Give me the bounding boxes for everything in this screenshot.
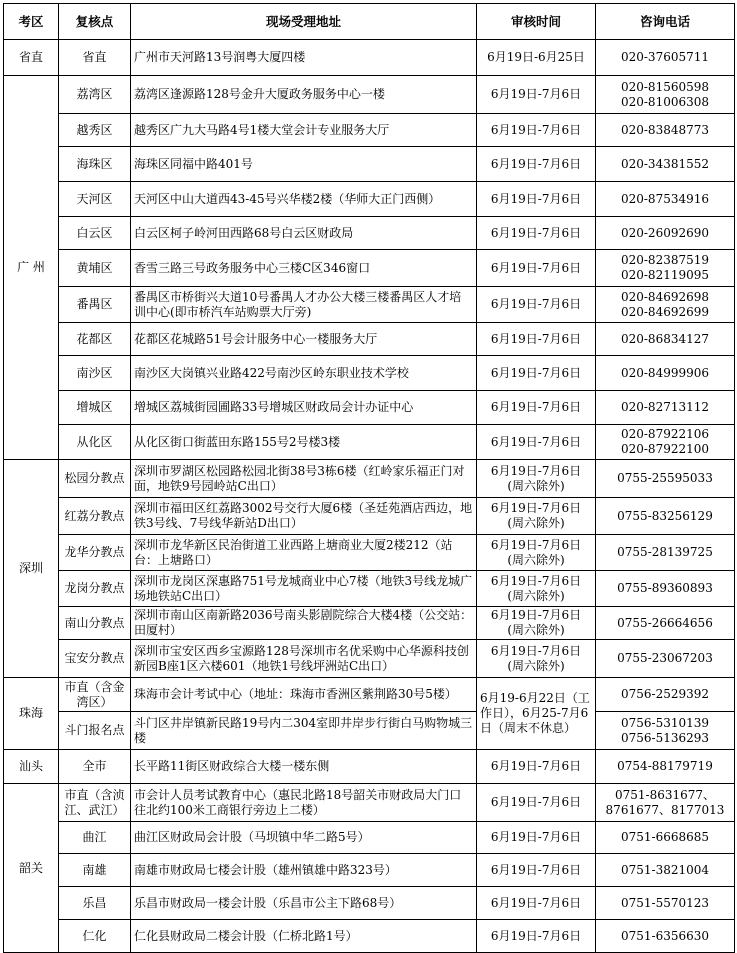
- address-cell: 斗门区井岸镇新民路19号内二304室即井岸步行街白马购物城三楼: [131, 712, 477, 750]
- address-cell: 香雪三路三号政务服务中心三楼C区346窗口: [131, 250, 477, 287]
- table-row: [4, 920, 735, 953]
- phone-cell: 0755-28139725: [596, 535, 735, 571]
- phone-cell: 020-81560598 020-81006308: [596, 76, 735, 114]
- review-point-cell: 海珠区: [59, 147, 131, 182]
- review-point-cell: 南山分教点: [59, 607, 131, 640]
- address-cell: 南沙区大岗镇兴业路422号南沙区岭东职业技术学校: [131, 356, 477, 391]
- address-cell: 深圳市宝安区西乡宝源路128号深圳市名优采购中心华源科技创新园B座1区六楼601（地铁1号线坪洲站C出口）: [131, 640, 477, 678]
- address-cell: 市会计人员考试教育中心（惠民北路18号韶关市财政局大门口往北约100米工商银行旁边上二楼）: [131, 784, 477, 822]
- phone-cell: 020-26092690: [596, 217, 735, 250]
- table-row: [4, 822, 735, 854]
- review-time-cell: 6月19日-7月6日: [477, 217, 596, 250]
- address-cell: 天河区中山大道西43-45号兴华楼2楼（华师大正门西侧）: [131, 182, 477, 217]
- table-row: [4, 147, 735, 182]
- review-point-cell: 仁化: [59, 920, 131, 953]
- phone-cell: 020-82713112: [596, 391, 735, 425]
- address-cell: 增城区荔城街园圃路33号增城区财政局会计办证中心: [131, 391, 477, 425]
- table-row: [4, 498, 735, 535]
- review-time-cell: 6月19日-7月6日: [477, 287, 596, 323]
- review-point-cell: 增城区: [59, 391, 131, 425]
- phone-cell: 0756-2529392: [596, 678, 735, 712]
- table-row: [4, 750, 735, 784]
- region-cell: 省直: [4, 40, 59, 76]
- review-time-cell: 6月19日-7月6日: [477, 356, 596, 391]
- table-row: [4, 640, 735, 678]
- phone-cell: 020-84999906: [596, 356, 735, 391]
- review-point-cell: 红荔分教点: [59, 498, 131, 535]
- phone-cell: 0755-26664656: [596, 607, 735, 640]
- review-point-cell: 南沙区: [59, 356, 131, 391]
- table-row: [4, 887, 735, 920]
- review-point-cell: 省直: [59, 40, 131, 76]
- table-row: [4, 182, 735, 217]
- review-time-cell: 6月19日-7月6日: [477, 854, 596, 887]
- review-time-cell: 6月19日-7月6日: [477, 391, 596, 425]
- review-point-cell: 宝安分教点: [59, 640, 131, 678]
- table-row: [4, 76, 735, 114]
- address-cell: 越秀区广九大马路4号1楼大堂会计专业服务大厅: [131, 114, 477, 147]
- header-phone: 咨询电话: [596, 4, 735, 40]
- table-row: [4, 607, 735, 640]
- region-cell: 韶关: [4, 784, 59, 953]
- header-row: [4, 4, 735, 40]
- review-point-cell: 龙岗分教点: [59, 571, 131, 607]
- review-point-cell: 全市: [59, 750, 131, 784]
- review-time-cell: 6月19日-7月6日 (周六除外): [477, 571, 596, 607]
- address-cell: 广州市天河路13号润粤大厦四楼: [131, 40, 477, 76]
- review-point-cell: 白云区: [59, 217, 131, 250]
- address-cell: 深圳市龙华新区民治街道工业西路上塘商业大厦2楼212（站台：上塘路口）: [131, 535, 477, 571]
- address-cell: 从化区街口街蓝田东路155号2号楼3楼: [131, 425, 477, 460]
- review-time-cell: 6月19日-7月6日: [477, 182, 596, 217]
- review-time-cell: 6月19日-7月6日: [477, 323, 596, 356]
- phone-cell: 0755-89360893: [596, 571, 735, 607]
- review-point-cell: 越秀区: [59, 114, 131, 147]
- review-point-cell: 斗门报名点: [59, 712, 131, 750]
- table-row: [4, 391, 735, 425]
- address-cell: 南雄市财政局七楼会计股（雄州镇雄中路323号）: [131, 854, 477, 887]
- table-row: [4, 460, 735, 498]
- review-time-cell: 6月19日-7月6日 (周六除外): [477, 535, 596, 571]
- review-point-cell: 南雄: [59, 854, 131, 887]
- header-point: 复核点: [59, 4, 131, 40]
- address-cell: 长平路11街区财政综合大楼一楼东侧: [131, 750, 477, 784]
- review-time-cell: 6月19日-7月6日 (周六除外): [477, 498, 596, 535]
- review-time-cell: 6月19日-7月6日: [477, 147, 596, 182]
- address-cell: 海珠区同福中路401号: [131, 147, 477, 182]
- review-time-cell: 6月19日-7月6日: [477, 920, 596, 953]
- table-row: [4, 114, 735, 147]
- address-cell: 深圳市福田区红荔路3002号交行大厦6楼（圣廷苑酒店西边，地铁3号线、7号线华新站D出口）: [131, 498, 477, 535]
- address-cell: 乐昌市财政局一楼会计股（乐昌市公主下路68号）: [131, 887, 477, 920]
- phone-cell: 020-84692698 020-84692699: [596, 287, 735, 323]
- table-body: [4, 4, 735, 953]
- review-points-table: [3, 3, 735, 953]
- table-row: [4, 425, 735, 460]
- table-row: [4, 535, 735, 571]
- address-cell: 深圳市罗湖区松园路松园北街38号3栋6楼（红岭家乐福正门对面，地铁9号园岭站C出口）: [131, 460, 477, 498]
- phone-cell: 0756-5310139 0756-5136293: [596, 712, 735, 750]
- region-cell: 广 州: [4, 76, 59, 460]
- table-row: [4, 571, 735, 607]
- phone-cell: 0754-88179719: [596, 750, 735, 784]
- phone-cell: 0751-6356630: [596, 920, 735, 953]
- review-time-cell: 6月19日-7月6日: [477, 887, 596, 920]
- phone-cell: 020-87922106 020-87922100: [596, 425, 735, 460]
- table-row: [4, 784, 735, 822]
- review-time-cell: 6月19日-7月6日: [477, 750, 596, 784]
- review-point-cell: 市直（含金湾区）: [59, 678, 131, 712]
- table-row: [4, 854, 735, 887]
- region-cell: 深圳: [4, 460, 59, 678]
- phone-cell: 0751-6668685: [596, 822, 735, 854]
- table-row: [4, 712, 735, 750]
- phone-cell: 020-86834127: [596, 323, 735, 356]
- table-row: [4, 356, 735, 391]
- review-point-cell: 龙华分教点: [59, 535, 131, 571]
- phone-cell: 020-87534916: [596, 182, 735, 217]
- review-time-cell: 6月19日-7月6日: [477, 822, 596, 854]
- header-region: 考区: [4, 4, 59, 40]
- header-time: 审核时间: [477, 4, 596, 40]
- address-cell: 深圳市龙岗区深惠路751号龙城商业中心7楼（地铁3号线龙城广场地铁站C出口）: [131, 571, 477, 607]
- address-cell: 仁化县财政局二楼会计股（仁桥北路1号）: [131, 920, 477, 953]
- phone-cell: 0751-3821004: [596, 854, 735, 887]
- review-point-cell: 天河区: [59, 182, 131, 217]
- table-row: [4, 40, 735, 76]
- review-point-cell: 曲江: [59, 822, 131, 854]
- phone-cell: 0755-25595033: [596, 460, 735, 498]
- review-point-cell: 松园分教点: [59, 460, 131, 498]
- address-cell: 花都区花城路51号会计服务中心一楼服务大厅: [131, 323, 477, 356]
- table-row: [4, 217, 735, 250]
- review-time-cell: 6月19日-7月6日: [477, 425, 596, 460]
- phone-cell: 020-34381552: [596, 147, 735, 182]
- address-cell: 白云区柯子岭河田西路68号白云区财政局: [131, 217, 477, 250]
- review-time-cell: 6月19日-7月6日 (周六除外): [477, 640, 596, 678]
- table-row: [4, 287, 735, 323]
- phone-cell: 0755-83256129: [596, 498, 735, 535]
- phone-cell: 020-82387519 020-82119095: [596, 250, 735, 287]
- address-cell: 荔湾区逢源路128号金升大厦政务服务中心一楼: [131, 76, 477, 114]
- review-point-cell: 花都区: [59, 323, 131, 356]
- table-row: [4, 678, 735, 712]
- review-point-cell: 乐昌: [59, 887, 131, 920]
- table-row: [4, 250, 735, 287]
- review-time-cell: 6月19日-7月6日 (周六除外): [477, 460, 596, 498]
- phone-cell: 0751-5570123: [596, 887, 735, 920]
- review-time-cell: 6月19日-7月6日: [477, 784, 596, 822]
- address-cell: 番禺区市桥街兴大道10号番禺人才办公大楼三楼番禺区人才培训中心(即市桥汽车站购票大厅旁): [131, 287, 477, 323]
- region-cell: 珠海: [4, 678, 59, 750]
- phone-cell: 020-37605711: [596, 40, 735, 76]
- review-point-cell: 番禺区: [59, 287, 131, 323]
- review-point-cell: 从化区: [59, 425, 131, 460]
- phone-cell: 020-83848773: [596, 114, 735, 147]
- review-time-cell: 6月19日-7月6日: [477, 76, 596, 114]
- review-time-cell: 6月19日-7月6日 (周六除外): [477, 607, 596, 640]
- address-cell: 深圳市南山区南新路2036号南头影剧院综合大楼4楼（公交站：田厦村）: [131, 607, 477, 640]
- table-row: [4, 323, 735, 356]
- review-point-cell: 市直（含浈江、武江）: [59, 784, 131, 822]
- region-cell: 汕头: [4, 750, 59, 784]
- review-point-cell: 黄埔区: [59, 250, 131, 287]
- review-point-cell: 荔湾区: [59, 76, 131, 114]
- phone-cell: 0755-23067203: [596, 640, 735, 678]
- address-cell: 曲江区财政局会计股（马坝镇中华二路5号）: [131, 822, 477, 854]
- review-time-cell: 6月19日-7月6日: [477, 250, 596, 287]
- header-address: 现场受理地址: [131, 4, 477, 40]
- review-time-cell: 6月19日-6月25日: [477, 40, 596, 76]
- phone-cell: 0751-8631677、8761677、8177013: [596, 784, 735, 822]
- review-time-cell: 6月19-6月22日（工作日），6月25-7月6日（周末不休息）: [477, 678, 596, 750]
- address-cell: 珠海市会计考试中心（地址：珠海市香洲区紫荆路30号5楼）: [131, 678, 477, 712]
- review-time-cell: 6月19日-7月6日: [477, 114, 596, 147]
